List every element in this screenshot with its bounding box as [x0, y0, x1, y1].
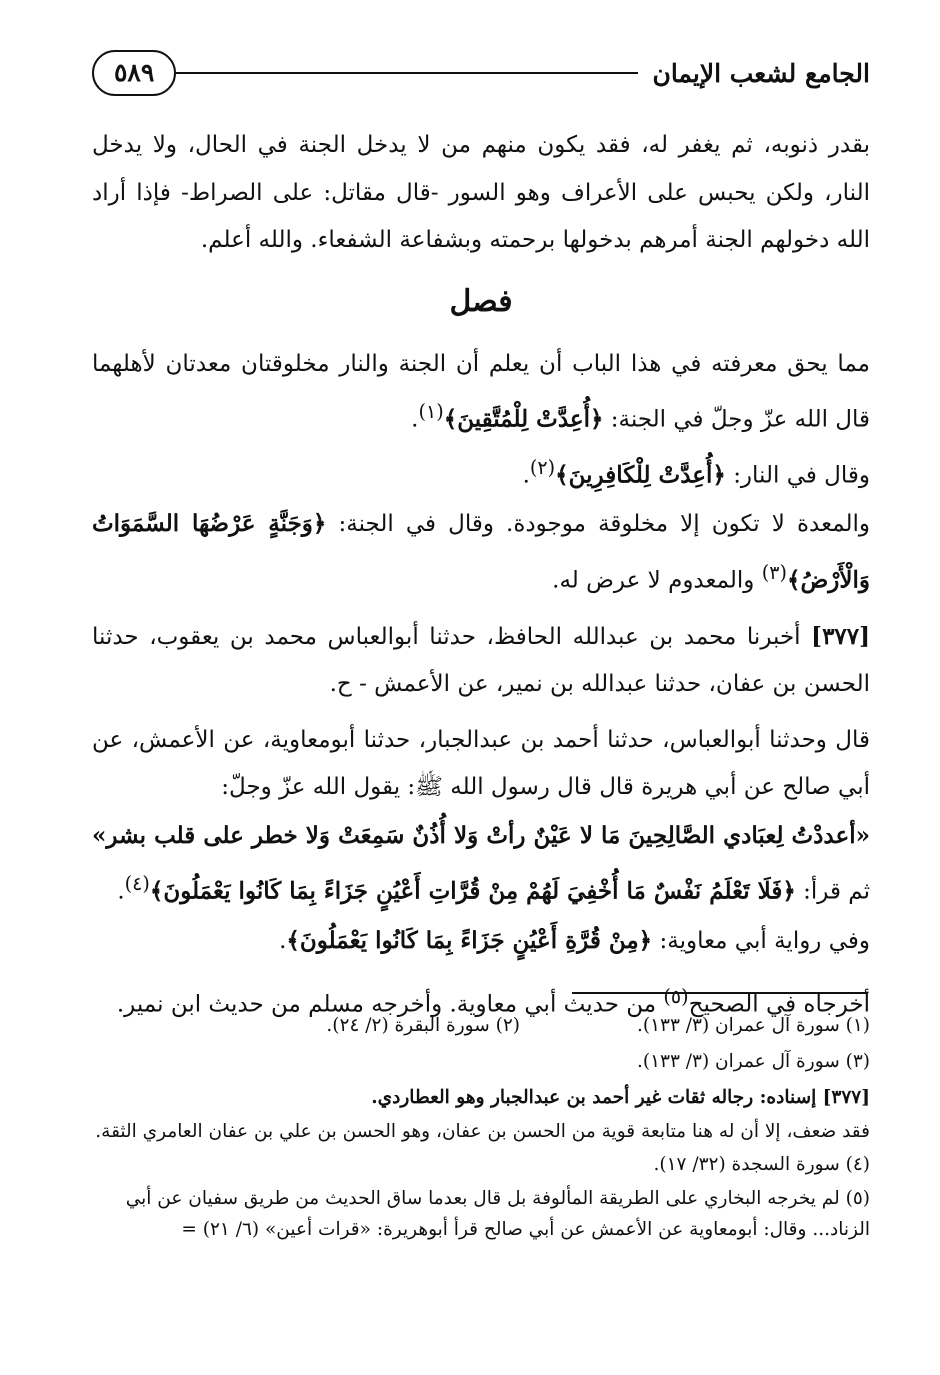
paragraph-prepared: مما يحق معرفته في هذا الباب أن يعلم أن الجنة والنار مخلوقتان معدتان لأهلهما قال الله عزّ وجلّ في الجنة: ﴿أُعِدَّتْ لِلْمُتَّقِينَ﴾$^{(١)}$. — [92, 350, 870, 433]
paragraph-existence — [92, 500, 870, 605]
quran-verse: ﴿أُعِدَّتْ لِلْكَافِرِينَ﴾ — [555, 461, 726, 489]
page-number: ٥٨٩ — [92, 50, 176, 96]
paragraph-text: والمعدة لا تكون إلا مخلوقة موجودة. وقال في الجنة: — [338, 511, 871, 538]
paragraph-text: والمعدوم لا عرض له. — [552, 567, 755, 594]
footnote-3: (٣) سورة آل عمران (٣/ ١٣٣). — [636, 1051, 870, 1072]
footnote-marker: (٥) — [663, 985, 689, 1009]
running-title: الجامع لشعب الإيمان — [652, 58, 870, 88]
footnote-5: (٥) لم يخرجه البخاري على الطريقة المألوفة بل قال بعدما ساق الحديث من طريق سفيان عن أبي الزناد... وقال: أبومعاوية عن الأعمش عن أبي صالح قرأ أبوهريرة: «قرات أعين» (٦/ ٢١) = — [125, 1188, 870, 1240]
paragraph-hadith: «أعددْتُ لِعبَادي الصَّالِحِينَ مَا لا عَيْنٌ رأتْ وَلا أُذُنٌ سَمِعَتْ وَلا خطر على قلب بشر» ثم قرأ: ﴿فَلَا تَعْلَمُ نَفْسٌ مَا أُخْفِيَ لَهُمْ مِنْ قُرَّاتِ أَعْيُنٍ جَزَاءً بِمَا كَانُوا يَعْمَلُونَ﴾$^{(٤)}$. — [92, 821, 870, 906]
footnotes — [92, 1008, 870, 1245]
hadith-quote: «أعددْتُ لِعبَادي الصَّالِحِينَ مَا لا عَيْنٌ رأتْ وَلا أُذُنٌ سَمِعَتْ وَلا خطر على قلب بشر» — [92, 821, 870, 849]
footnote-row — [92, 1008, 870, 1044]
paragraph-text: أخرجاه في الصحيح — [688, 991, 870, 1018]
paragraph-text: وقال في النار: — [733, 462, 870, 489]
paragraph-fire: وقال في النار: ﴿أُعِدَّتْ لِلْكَافِرِينَ﴾$^{(٢)}$. — [522, 456, 870, 489]
paragraph-text: من حديث أبي معاوية. وأخرجه مسلم من حديث ابن نمير. — [116, 991, 657, 1018]
paragraph-text: ثم قرأ: — [803, 879, 870, 906]
paragraph-isnad-second: قال وحدثنا أبوالعباس، حدثنا أحمد بن عبدالجبار، حدثنا أبومعاوية، عن الأعمش، عن أبي صالح عن أبي هريرة قال قال رسول الله ﷺ: يقول الله عزّ وجلّ: — [92, 726, 870, 801]
paragraph-text: أخبرنا محمد بن عبدالله الحافظ، حدثنا أبوالعباس محمد بن يعقوب، حدثنا الحسن بن عفان، حدثنا عبدالله بن نمير، عن الأعمش - ح. — [92, 623, 870, 698]
footnote-marker: (١) — [418, 400, 444, 423]
footnote-separator — [572, 992, 868, 994]
main-text — [92, 122, 870, 1029]
quran-verse: ﴿وَجَنَّةٍ عَرْضُهَا السَّمَوَاتُ وَالْأَرْضُ﴾ — [92, 510, 870, 594]
footnote-marker: (٣) — [761, 560, 787, 584]
footnote-377-heading: [٣٧٧] إسناده: رجاله ثقات غير أحمد بن عبدالجبار وهو العطاردي. — [371, 1087, 870, 1108]
paragraph-riwaya: وفي رواية أبي معاوية: ﴿مِنْ قُرَّةِ أَعْيُنٍ جَزَاءً بِمَا كَانُوا يَعْمَلُونَ﴾. — [279, 926, 870, 954]
paragraph-isnad-377 — [92, 613, 870, 709]
page-header — [92, 44, 870, 102]
footnote-marker: (٤) — [124, 872, 150, 896]
footnote-1: (١) سورة آل عمران (٣/ ١٣٣). — [636, 1015, 870, 1036]
footnote-377-body: فقد ضعف، إلا أن له هنا متابعة قوية من الحسن بن عفان، وهو الحسن بن علي بن عفان العامري الثقة. — [95, 1121, 870, 1142]
quran-verse: ﴿مِنْ قُرَّةِ أَعْيُنٍ جَزَاءً بِمَا كَانُوا يَعْمَلُونَ﴾ — [286, 926, 653, 954]
paragraph-text: وفي رواية أبي معاوية: — [659, 927, 870, 954]
footnote-marker: (٢) — [529, 456, 556, 480]
footnote-2: (٢) سورة البقرة (٢/ ٢٤). — [326, 1015, 520, 1036]
hadith-number: [٣٧٧] — [811, 622, 871, 650]
paragraph-intro: بقدر ذنوبه، ثم يغفر له، فقد يكون منهم من لا يدخل الجنة في الحال، ولا يدخل النار، ولكن يحبس على الأعراف وهو السور -قال مقاتل: على الصراط- فإذا أراد الله دخولهم الجنة أمرهم بدخولها برحمته وبشفاعة الشفعاء. والله أعلم. — [92, 132, 870, 253]
footnote-4: (٤) سورة السجدة (٣٢/ ١٧). — [653, 1154, 870, 1175]
quran-verse: ﴿أُعِدَّتْ لِلْمُتَّقِينَ﴾ — [443, 405, 604, 433]
header-rule — [176, 72, 638, 74]
quran-verse: ﴿فَلَا تَعْلَمُ نَفْسٌ مَا أُخْفِيَ لَهُمْ مِنْ قُرَّاتِ أَعْيُنٍ جَزَاءً بِمَا كَانُوا يَعْمَلُونَ﴾ — [149, 878, 796, 906]
section-heading: فصل — [449, 283, 513, 319]
paragraph-text: مما يحق معرفته في هذا الباب أن يعلم أن الجنة والنار مخلوقتان معدتان لأهلهما قال الله عزّ وجلّ في الجنة: — [92, 350, 870, 433]
